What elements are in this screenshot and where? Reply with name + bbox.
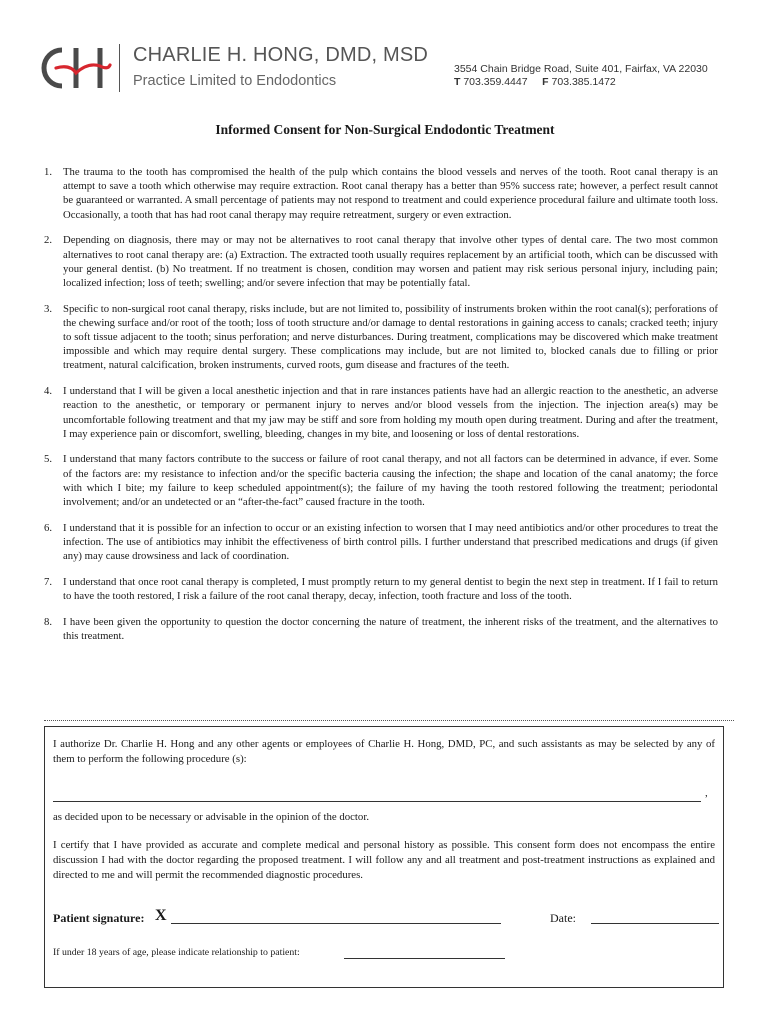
item-number: 5. (44, 453, 53, 466)
item-number: 3. (44, 302, 53, 315)
item-text: The trauma to the tooth has compromised the health of the pulp which contains the blood vessels and nerves of the tooth. Root canal therapy is an attempt to save a tooth which otherwise may require extraction. Root canal therapy has a better than 95% success rate; however, a perfect result cannot be guaranteed or warranted. A small percentage of patients may not respond to treatment and could experience procedural failure and ultimate tooth loss. Occasionally, a tooth that has had root canal therapy may require retreatment, surgery or even extraction. (63, 166, 718, 221)
consent-item (44, 452, 718, 509)
consent-item (44, 384, 718, 441)
consent-item (44, 575, 718, 603)
consent-item (44, 165, 718, 222)
minor-relationship-field[interactable] (344, 958, 505, 959)
item-text: I understand that many factors contribute to the success or failure of root canal therapy, and not all factors can be determined in advance, if ever. Some of the factors are: my resistance to infection and/or the specific bacteria causing the infection; the shape and location of the canal anatomy; the force with which I bite; my failure to keep scheduled appointment(s); the failure of my having the tooth restored following the treatment; periodontal involvement; and/or an undetected or an “after-the-fact” caused fracture in the tooth. (63, 453, 718, 509)
procedure-comma: , (705, 787, 708, 799)
document-title: Informed Consent for Non-Surgical Endodontic Treatment (215, 122, 555, 137)
date-field[interactable] (591, 923, 719, 924)
minor-relationship-label: If under 18 years of age, please indicate relationship to patient: (53, 947, 300, 958)
item-number: 8. (44, 615, 53, 628)
ch-logo-icon (36, 44, 112, 92)
item-text: I understand that I will be given a local anesthetic injection and that in rare instances patients have had an allergic reaction to the anesthetic, an adverse reaction to the anesthetic, or temporary or permanent injury to nerves and/or blood vessels from the injection. The injection area(s) may be uncomfortable following treatment and that my jaw may be stiff and sore from holding my mouth open during treatment. During and after the treatment, I may experience pain or discomfort, swelling, bleeding, changes in my bite, and loosening or loss of dental restorations. (63, 385, 718, 440)
authorize-statement: I authorize Dr. Charlie H. Hong and any other agents or employees of Charlie H. Hong, DMD, PC, and such assistants as may be selected by any of them to perform the following procedure (s): (53, 738, 715, 765)
signature-field[interactable] (171, 923, 501, 924)
decided-statement: as decided upon to be necessary or advisable in the opinion of the doctor. (53, 811, 370, 823)
item-text: Depending on diagnosis, there may or may not be alternatives to root canal therapy that involve other types of dental care. The two most common alternatives to root canal therapy are: (a) Extraction. The extracted tooth usually requires replacement by an artificial tooth, which can be discussed with your general dentist. (b) No treatment. If no treatment is chosen, condition may worsen and patient may risk serious personal injury, including pain; localized infection; loss of teeth; swelling; and/or severe infection that may be potentially fatal. (63, 234, 718, 289)
item-number: 7. (44, 575, 53, 588)
authorization-box (44, 726, 724, 988)
letterhead (0, 0, 770, 100)
signature-label: Patient signature: (53, 911, 145, 925)
item-text: Specific to non-surgical root canal therapy, risks include, but are not limited to, possibility of instruments broken within the root canal(s); perforations of the chewing surface and/or root of the tooth; loss of tooth structure and/or damage to dental restorations in gaining access to canals; cracked teeth; injury to soft tissue adjacent to the tooth; sinus perforation; and nerve disturbances. During treatment, complications may be discovered which make treatment impossible and which may require dental surgery. These complications may include, but are not limited to, blocked canals due to filling or prior treatment, natural calcification, broken instruments, curved roots, gum disease and fractures of the teeth. (63, 302, 718, 372)
item-number: 6. (44, 521, 53, 534)
signature-x-mark: X (155, 907, 167, 924)
contact-numbers (454, 76, 616, 88)
item-number: 2. (44, 234, 53, 247)
header-divider (119, 44, 120, 92)
practice-specialty: Practice Limited to Endodontics (133, 73, 337, 89)
item-number: 1. (44, 166, 53, 178)
signature-row (53, 908, 717, 930)
doctor-name: CHARLIE H. HONG, DMD, MSD (133, 44, 429, 66)
date-label: Date: (550, 911, 576, 925)
dotted-separator (44, 720, 734, 721)
consent-items-list (44, 165, 718, 655)
phone-number: 703.359.4447 (463, 76, 528, 88)
minor-relationship-row (53, 947, 717, 963)
consent-item (44, 302, 718, 373)
fax-number: 703.385.1472 (551, 76, 616, 88)
phone-prefix: T (454, 76, 461, 88)
item-text: I understand that once root canal therapy is completed, I must promptly return to my general dentist to begin the next step in treatment. If I fail to return to have the tooth restored, I risk a failure of the root canal therapy, decay, infection, tooth fracture and loss of the tooth. (63, 575, 718, 603)
item-text: I have been given the opportunity to question the doctor concerning the nature of treatment, the inherent risks of the treatment, and the alternatives to this treatment. (63, 615, 718, 642)
consent-item (44, 615, 718, 643)
consent-item (44, 521, 718, 564)
item-number: 4. (44, 385, 53, 398)
certify-statement: I certify that I have provided as accurate and complete medical and personal history as possible. This consent form does not encompass the entire discussion I had with the doctor regarding the proposed treatment. I will follow any and all treatment and post-treatment instructions as explained and directed to me and will permit the recommended diagnostic procedures. (53, 839, 715, 881)
consent-item (44, 233, 718, 290)
fax-prefix: F (542, 76, 549, 88)
procedure-field[interactable] (53, 789, 701, 802)
practice-address: 3554 Chain Bridge Road, Suite 401, Fairfax, VA 22030 (454, 63, 708, 75)
item-text: I understand that it is possible for an infection to occur or an existing infection to worsen that I may need antibiotics and/or other procedures to treat the infection. The use of antibiotics may inhibit the effectiveness of birth control pills. I further understand that prescribed medications and drugs (if given any) may cause drowsiness and lack of coordination. (63, 521, 718, 563)
